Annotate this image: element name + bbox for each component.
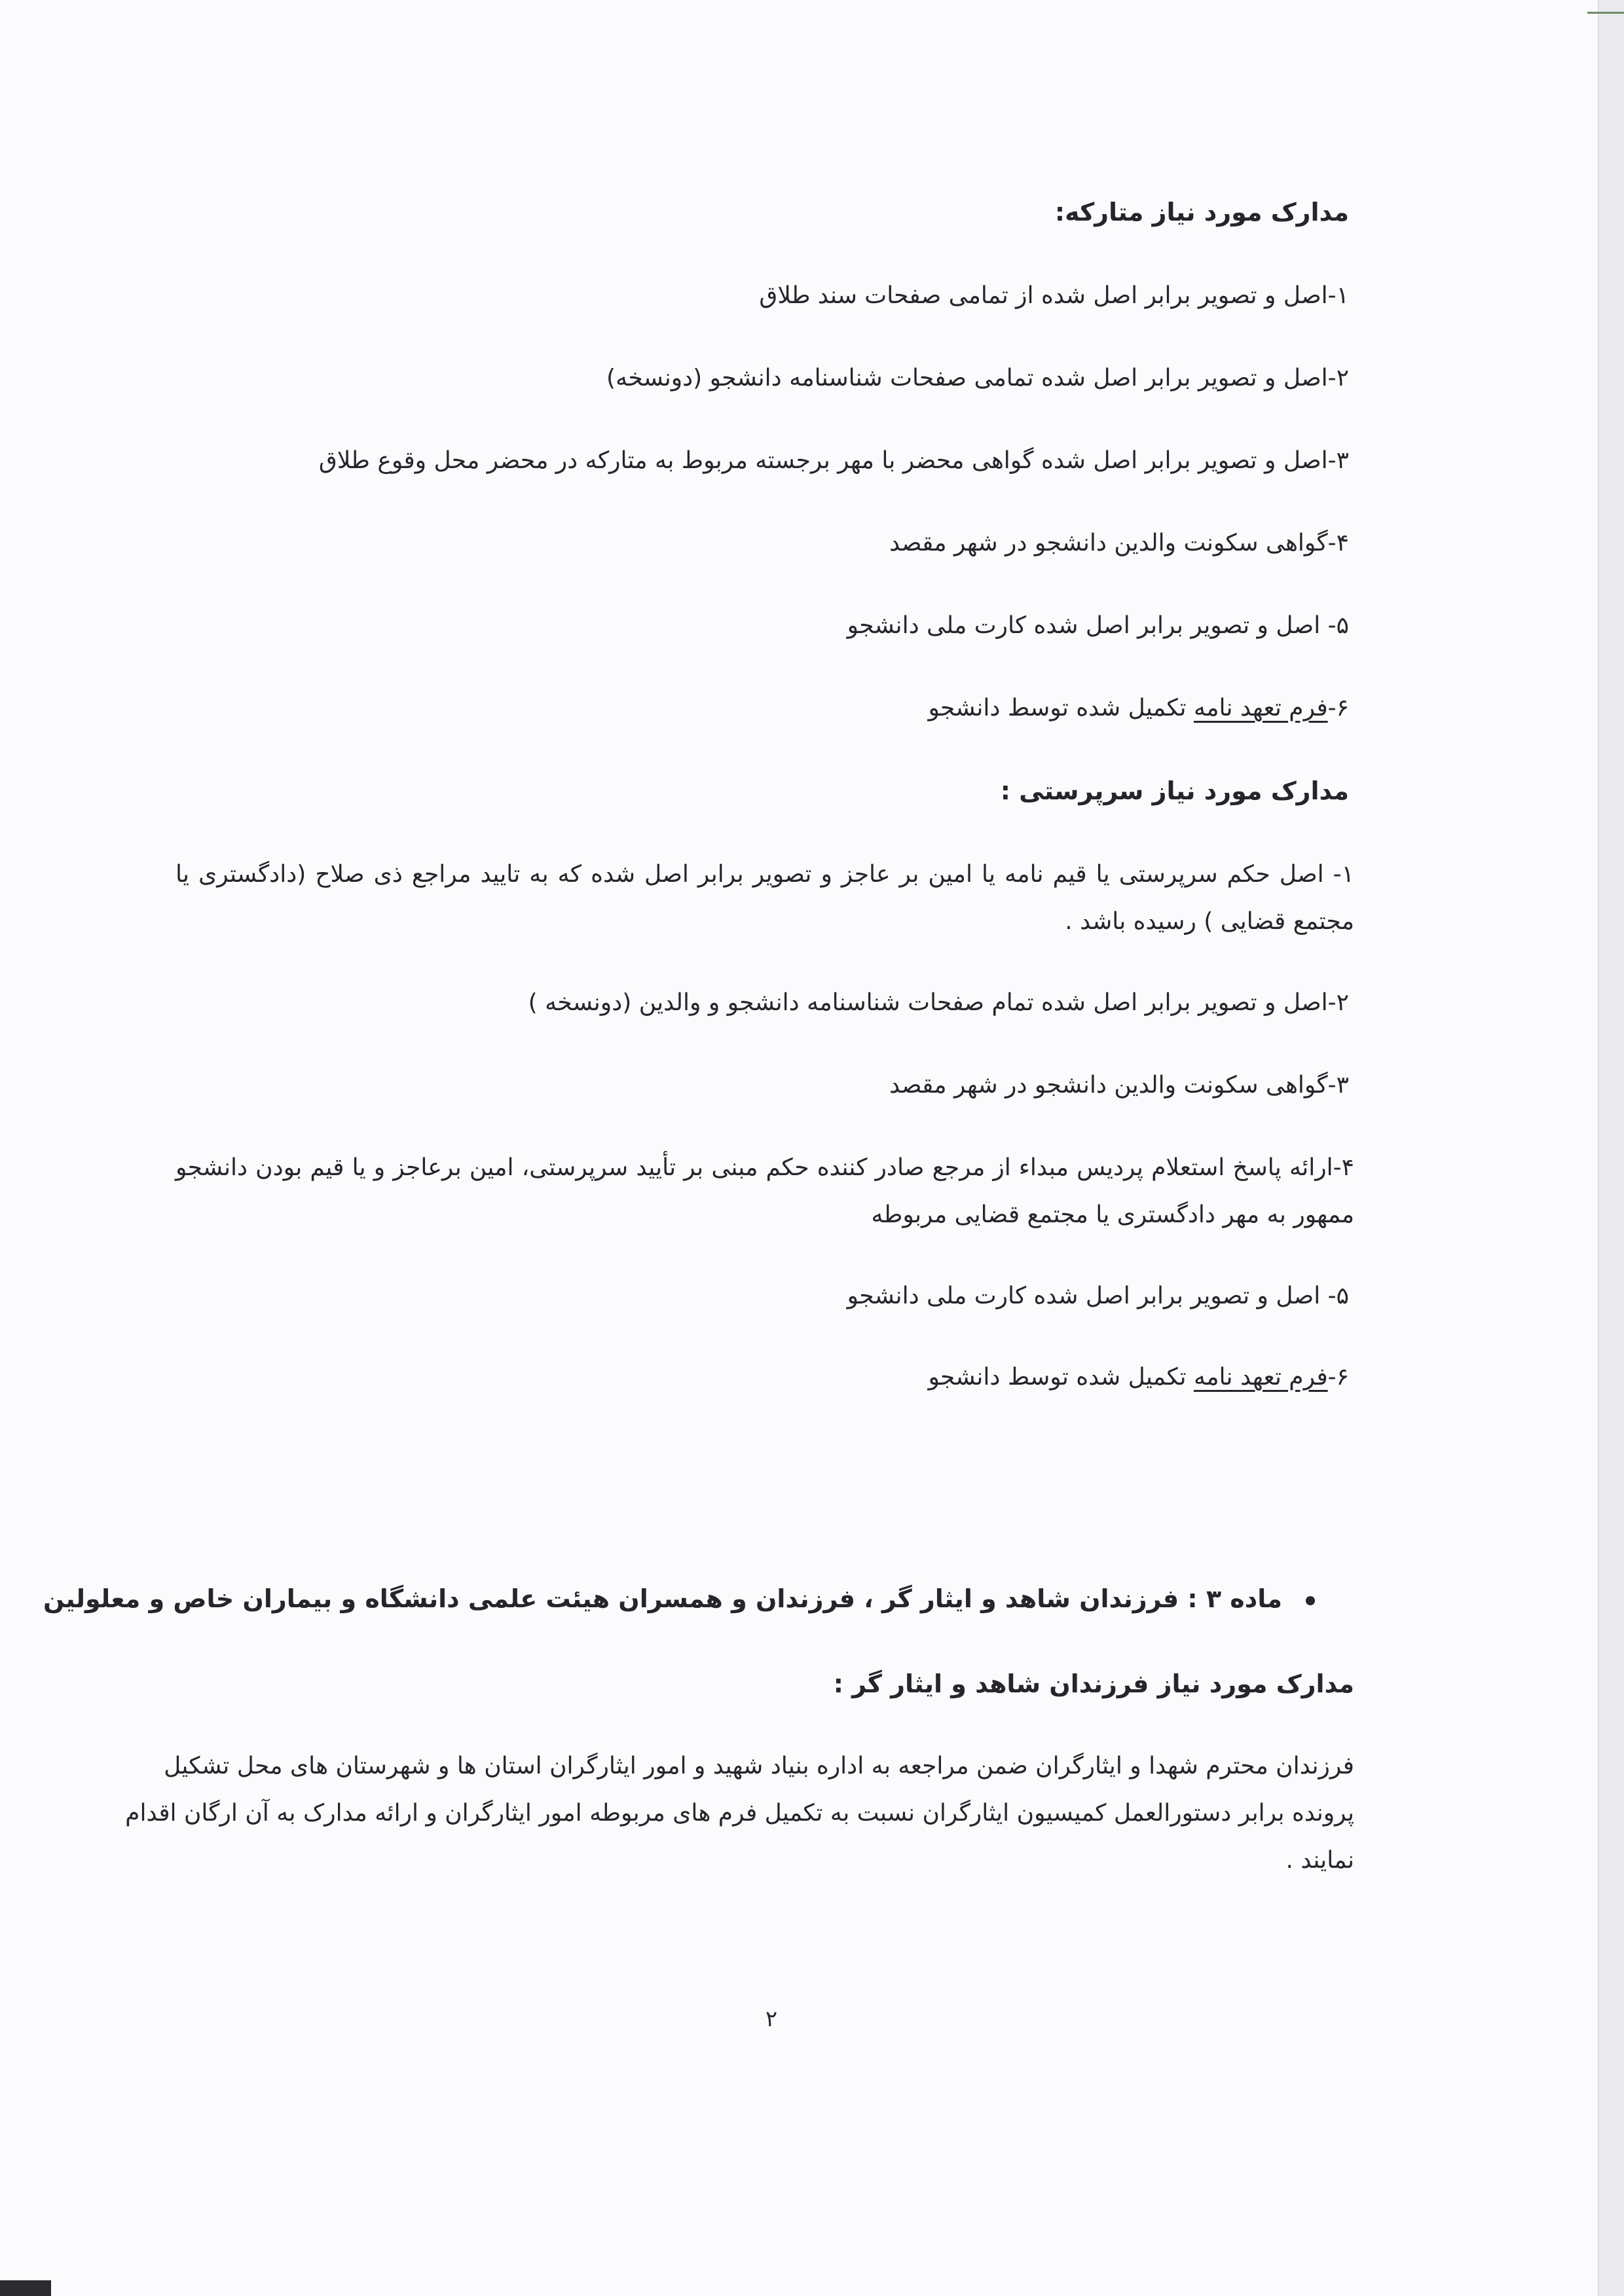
guardianship-item-3: ۳-گواهی سکونت والدین دانشجو در شهر مقصد <box>889 1072 1349 1099</box>
bullet-icon <box>1306 1596 1315 1605</box>
guardianship-item-2: ۲-اصل و تصویر برابر اصل شده تمام صفحات شناسنامه دانشجو و والدین (دونسخه ) <box>528 989 1349 1016</box>
guardianship-item-6-rest: تکمیل شده توسط دانشجو <box>928 1364 1194 1391</box>
divorce-heading: مدارک مورد نیاز متارکه: <box>1054 198 1349 227</box>
divorce-item-2: ۲-اصل و تصویر برابر اصل شده تمامی صفحات شناسنامه دانشجو (دونسخه) <box>606 365 1349 392</box>
guardianship-item-4-line-2: ممهور به مهر دادگستری یا مجتمع قضایی مربوطه <box>871 1201 1354 1228</box>
commitment-form-link: فرم تعهد نامه <box>1193 695 1328 721</box>
divorce-item-6-prefix: ۶- <box>1327 695 1349 721</box>
divorce-item-5: ۵- اصل و تصویر برابر اصل شده کارت ملی دانشجو <box>847 612 1349 639</box>
guardianship-item-6 <box>928 1362 1349 1393</box>
guardianship-item-5: ۵- اصل و تصویر برابر اصل شده کارت ملی دانشجو <box>847 1283 1349 1309</box>
guardianship-item-6-prefix: ۶- <box>1327 1364 1349 1391</box>
guardianship-heading: مدارک مورد نیاز سرپرستی : <box>1000 776 1349 805</box>
divorce-item-3: ۳-اصل و تصویر برابر اصل شده گواهی محضر با مهر برجسته مربوط به متارکه در محضر محل وقوع طلاق <box>318 447 1349 474</box>
guardianship-item-1-line-1: ۱- اصل حکم سرپرستی یا قیم نامه یا امین بر عاجز و تصویر برابر اصل شده که به تایید مراجع ذی صلاح (دادگستری یا <box>175 861 1354 888</box>
divorce-item-4: ۴-گواهی سکونت والدین دانشجو در شهر مقصد <box>889 530 1349 556</box>
page-number: ۲ <box>765 2006 778 2032</box>
article-3-title-row <box>43 1582 1315 1616</box>
divorce-item-1: ۱-اصل و تصویر برابر اصل شده از تمامی صفحات سند طلاق <box>759 282 1349 309</box>
guardianship-item-1-line-2: مجتمع قضایی ) رسیده باشد . <box>1065 908 1354 935</box>
article-3-heading: مدارک مورد نیاز فرزندان شاهد و ایثار گر : <box>833 1669 1354 1698</box>
commitment-form-link: فرم تعهد نامه <box>1193 1364 1328 1391</box>
article-3-title: ماده ۳ : فرزندان شاهد و ایثار گر ، فرزندان و همسران هیئت علمی دانشگاه و بیماران خاص و معلولین <box>43 1584 1282 1613</box>
divorce-item-6 <box>928 693 1349 724</box>
divorce-item-6-rest: تکمیل شده توسط دانشجو <box>928 695 1194 721</box>
article-3-paragraph-line-1: فرزندان محترم شهدا و ایثارگران ضمن مراجعه به اداره بنیاد شهید و امور ایثارگران استان ها و شهرستان های محل تشکیل <box>164 1753 1354 1779</box>
article-3-paragraph-line-2: پرونده برابر دستورالعمل کمیسیون ایثارگران نسبت به تکمیل فرم های مربوطه امور ایثارگران و ارائه مدارک به آن ارگان اقدام <box>125 1800 1354 1827</box>
article-3-paragraph-line-3: نمایند . <box>1285 1847 1354 1874</box>
guardianship-item-4-line-1: ۴-ارائه پاسخ استعلام پردیس مبداء از مرجع صادر کننده حکم مبنی بر تأیید سرپرستی، امین برعاجز و یا قیم بودن دانشجو <box>175 1154 1354 1181</box>
